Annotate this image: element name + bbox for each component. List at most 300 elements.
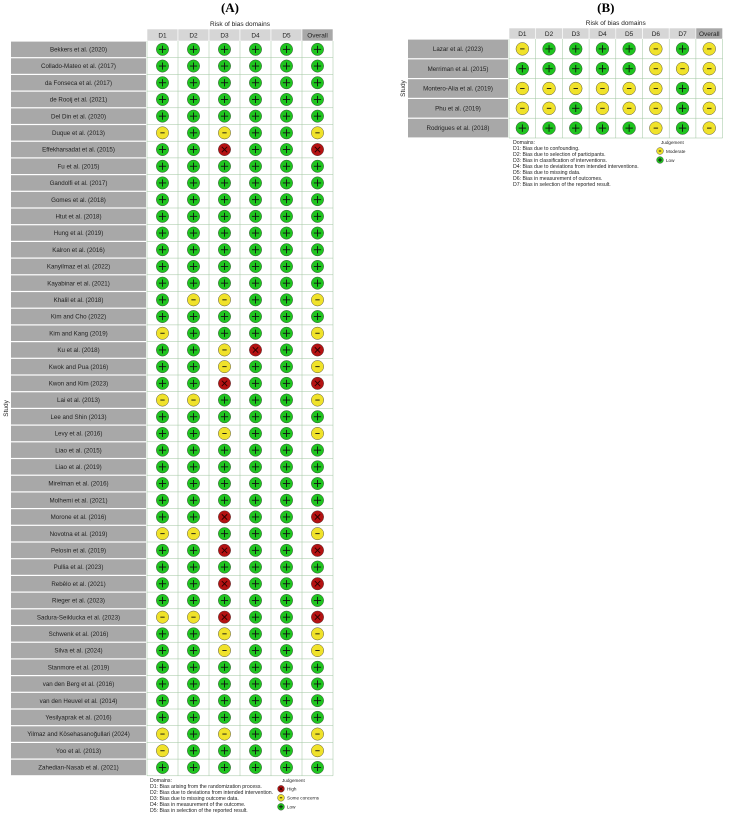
judgement-mark xyxy=(280,93,292,105)
study-name: Rieger et al. (2023) xyxy=(52,597,105,605)
judgement-mark xyxy=(249,277,261,289)
judgement-mark xyxy=(218,143,230,155)
judgement-mark xyxy=(649,122,662,135)
judgement-mark xyxy=(187,427,199,439)
judgement-mark xyxy=(187,43,199,55)
judgement-mark xyxy=(187,594,199,606)
judgement-mark xyxy=(280,411,292,423)
judgement-mark xyxy=(187,561,199,573)
judgement-title: Judgement xyxy=(282,777,305,783)
judgement-mark xyxy=(280,678,292,690)
y-axis-label: Study xyxy=(400,80,407,97)
judgement-mark xyxy=(516,62,529,75)
judgement-mark xyxy=(311,511,323,523)
judgement-mark xyxy=(311,127,323,139)
judgement-mark xyxy=(156,60,168,72)
judgement-mark xyxy=(249,644,261,656)
judgement-mark xyxy=(249,127,261,139)
judgement-mark xyxy=(311,377,323,389)
judgement-mark xyxy=(187,477,199,489)
judgement-mark xyxy=(311,227,323,239)
judgement-mark xyxy=(187,728,199,740)
study-name: Rebêlo et al. (2021) xyxy=(51,580,106,588)
judgement-mark xyxy=(280,578,292,590)
judgement-mark xyxy=(280,327,292,339)
judgement-mark xyxy=(187,344,199,356)
judgement-mark xyxy=(218,411,230,423)
judgement-mark xyxy=(249,77,261,89)
judgement-mark xyxy=(596,102,609,115)
judgement-mark xyxy=(280,177,292,189)
judgement-mark xyxy=(156,728,168,740)
legend-item xyxy=(278,785,297,792)
domain-description: D4: Bias in measurement of the outcome. xyxy=(150,801,246,808)
judgement-mark xyxy=(187,77,199,89)
judgement-mark xyxy=(280,143,292,155)
judgement-mark xyxy=(311,494,323,506)
judgement-mark xyxy=(311,143,323,155)
study-name: Rodrigues et al. (2018) xyxy=(426,125,490,133)
judgement-mark xyxy=(218,461,230,473)
judgement-mark xyxy=(156,177,168,189)
study-name: Del Din et al. (2020) xyxy=(50,113,107,121)
judgement-mark xyxy=(249,461,261,473)
judgement-mark xyxy=(187,327,199,339)
study-name: Pelosin et al. (2019) xyxy=(50,547,107,555)
panel-label: (B) xyxy=(597,0,615,15)
domain-description: D7: Bias in selection of the reported result. xyxy=(513,182,611,188)
judgement-mark xyxy=(187,544,199,556)
column-header: D3 xyxy=(220,32,229,40)
judgement-mark xyxy=(676,62,689,75)
judgement-mark xyxy=(249,444,261,456)
judgement-mark xyxy=(516,122,529,135)
judgement-mark xyxy=(249,561,261,573)
judgement-mark xyxy=(249,761,261,773)
judgement-mark xyxy=(676,122,689,135)
study-name: van den Berg et al. (2016) xyxy=(42,681,115,689)
domain-description: D2: Bias due to selection of participants. xyxy=(513,152,606,158)
judgement-mark xyxy=(311,294,323,306)
study-name: Kalron et al. (2016) xyxy=(52,246,105,254)
column-header: D5 xyxy=(624,30,634,38)
y-axis-label: Study xyxy=(3,400,10,417)
judgement-mark xyxy=(156,511,168,523)
judgement-mark xyxy=(543,102,556,115)
study-name: Bekkers et al. (2020) xyxy=(49,46,108,54)
column-header: D4 xyxy=(598,30,607,38)
judgement-mark xyxy=(218,711,230,723)
judgement-mark xyxy=(596,82,609,95)
judgement-mark xyxy=(249,43,261,55)
judgement-mark xyxy=(218,527,230,539)
judgement-mark xyxy=(569,122,582,135)
judgement-mark xyxy=(218,444,230,456)
judgement-mark xyxy=(187,661,199,673)
judgement-mark xyxy=(218,77,230,89)
judgement-mark xyxy=(649,82,662,95)
judgement-mark xyxy=(218,160,230,172)
judgement-mark xyxy=(249,227,261,239)
judgement-mark xyxy=(156,678,168,690)
domain-description: D3: Bias due to missing outcome data. xyxy=(150,795,239,802)
judgement-mark xyxy=(187,461,199,473)
judgement-mark xyxy=(218,561,230,573)
judgement-mark xyxy=(218,294,230,306)
judgement-mark xyxy=(249,544,261,556)
judgement-mark xyxy=(649,62,662,75)
judgement-mark xyxy=(623,43,636,56)
judgement-mark xyxy=(156,377,168,389)
judgement-mark xyxy=(249,678,261,690)
judgement-mark xyxy=(280,360,292,372)
judgement-mark xyxy=(218,244,230,256)
column-header: D3 xyxy=(571,30,580,38)
study-name: Stanmore et al. (2019) xyxy=(47,664,110,672)
judgement-mark xyxy=(280,127,292,139)
panel-b xyxy=(400,0,723,188)
study-name: Khalil et al. (2018) xyxy=(53,296,104,304)
judgement-mark xyxy=(249,527,261,539)
panel-label: (A) xyxy=(220,0,240,15)
judgement-mark xyxy=(280,43,292,55)
study-name: Levy et al. (2016) xyxy=(54,430,103,438)
study-name: Duque et al. (2013) xyxy=(52,129,105,137)
judgement-mark xyxy=(280,594,292,606)
judgement-mark xyxy=(218,578,230,590)
panel-a xyxy=(3,0,333,814)
judgement-mark xyxy=(249,661,261,673)
judgement-mark xyxy=(516,43,529,56)
judgement-mark xyxy=(543,82,556,95)
judgement-mark xyxy=(156,93,168,105)
judgement-mark xyxy=(218,427,230,439)
judgement-mark xyxy=(249,628,261,640)
judgement-mark xyxy=(703,102,716,115)
judgement-mark xyxy=(311,177,323,189)
judgement-mark xyxy=(218,327,230,339)
judgement-mark xyxy=(311,244,323,256)
judgement-mark xyxy=(187,527,199,539)
judgement-mark xyxy=(569,43,582,56)
judgement-mark xyxy=(187,294,199,306)
judgement-mark xyxy=(156,310,168,322)
study-name: Zahedian-Nasab et al. (2021) xyxy=(38,764,119,772)
study-name: Effekharsadat et al. (2015) xyxy=(42,146,115,154)
judgement-mark xyxy=(218,360,230,372)
judgement-mark xyxy=(311,277,323,289)
judgement-mark xyxy=(311,527,323,539)
legend-label: High xyxy=(287,786,297,792)
study-name: Kim and Kang (2019) xyxy=(49,330,108,338)
study-name: Lee and Shin (2013) xyxy=(50,413,107,421)
judgement-mark xyxy=(249,578,261,590)
judgement-mark xyxy=(676,102,689,115)
legend-label: Low xyxy=(666,157,675,163)
study-name: Liao et al. (2019) xyxy=(55,463,102,471)
judgement-mark xyxy=(187,394,199,406)
judgement-mark xyxy=(543,62,556,75)
study-name: Mirelman et al. (2016) xyxy=(48,480,109,488)
judgement-mark xyxy=(156,444,168,456)
judgement-mark xyxy=(311,444,323,456)
judgement-mark xyxy=(311,210,323,222)
judgement-mark xyxy=(156,427,168,439)
judgement-mark xyxy=(280,477,292,489)
judgement-mark xyxy=(156,227,168,239)
judgement-mark xyxy=(218,644,230,656)
legend-item xyxy=(278,794,320,801)
judgement-mark xyxy=(249,377,261,389)
judgement-mark xyxy=(311,694,323,706)
judgement-mark xyxy=(218,728,230,740)
judgement-mark xyxy=(311,544,323,556)
judgement-mark xyxy=(156,143,168,155)
study-name: Pullia et al. (2023) xyxy=(53,564,104,572)
judgement-mark xyxy=(218,60,230,72)
judgement-mark xyxy=(311,678,323,690)
judgement-mark xyxy=(156,561,168,573)
study-name: Silva et al. (2024) xyxy=(54,647,103,655)
judgement-mark xyxy=(249,260,261,272)
domains-title: Risk of bias domains xyxy=(585,20,646,27)
judgement-mark xyxy=(311,411,323,423)
domain-description: D1: Bias arising from the randomization process. xyxy=(150,783,262,790)
judgement-mark xyxy=(218,611,230,623)
judgement-mark xyxy=(596,122,609,135)
judgement-mark xyxy=(311,43,323,55)
judgement-mark xyxy=(187,578,199,590)
judgement-mark xyxy=(311,344,323,356)
judgement-mark xyxy=(156,527,168,539)
judgement-mark xyxy=(280,611,292,623)
judgement-mark xyxy=(187,711,199,723)
judgement-mark xyxy=(156,160,168,172)
judgement-mark xyxy=(311,461,323,473)
judgement-mark xyxy=(187,210,199,222)
judgement-mark xyxy=(703,122,716,135)
judgement-mark xyxy=(218,477,230,489)
judgement-mark xyxy=(703,62,716,75)
judgement-mark xyxy=(280,193,292,205)
judgement-mark xyxy=(156,77,168,89)
judgement-mark xyxy=(218,277,230,289)
judgement-mark xyxy=(187,377,199,389)
judgement-mark xyxy=(280,494,292,506)
domains-key-title: Domains: xyxy=(513,140,535,146)
judgement-mark xyxy=(156,277,168,289)
judgement-mark xyxy=(311,60,323,72)
judgement-mark xyxy=(311,477,323,489)
judgement-mark xyxy=(249,594,261,606)
judgement-mark xyxy=(280,60,292,72)
judgement-mark xyxy=(280,544,292,556)
judgement-mark xyxy=(311,644,323,656)
study-name: Kayabinar et al. (2021) xyxy=(47,280,110,288)
judgement-mark xyxy=(280,260,292,272)
column-header: D5 xyxy=(282,32,291,40)
judgement-mark xyxy=(187,611,199,623)
judgement-mark xyxy=(218,127,230,139)
judgement-mark xyxy=(311,628,323,640)
judgement-mark xyxy=(187,360,199,372)
column-header: Overall xyxy=(307,32,328,40)
domain-description: D5: Bias in selection of the reported result. xyxy=(150,807,248,814)
judgement-mark xyxy=(280,761,292,773)
judgement-mark xyxy=(249,210,261,222)
judgement-mark xyxy=(187,494,199,506)
judgement-mark xyxy=(187,110,199,122)
judgement-mark xyxy=(280,210,292,222)
study-name: Kanyilmaz et al. (2022) xyxy=(46,263,111,271)
legend-label: Moderate xyxy=(666,148,686,154)
judgement-mark xyxy=(311,661,323,673)
judgement-mark xyxy=(156,477,168,489)
judgement-mark xyxy=(311,745,323,757)
judgement-mark xyxy=(218,260,230,272)
study-name: Htut et al. (2018) xyxy=(55,213,102,221)
judgement-mark xyxy=(249,160,261,172)
judgement-mark xyxy=(311,77,323,89)
judgement-mark xyxy=(187,628,199,640)
judgement-mark xyxy=(311,394,323,406)
legend-item xyxy=(657,148,686,155)
study-name: Gandolfi et al. (2017) xyxy=(49,180,108,188)
study-name: Lazar et al. (2023) xyxy=(432,46,484,53)
judgement-mark xyxy=(569,82,582,95)
study-name: Gomes et al. (2018) xyxy=(51,196,106,204)
study-name: Yilmaz and Kösehasanoğullari (2024) xyxy=(27,731,130,739)
judgement-mark xyxy=(249,477,261,489)
domain-description: D6: Bias in measurement of outcomes. xyxy=(513,176,603,182)
judgement-mark xyxy=(280,511,292,523)
judgement-mark xyxy=(249,93,261,105)
judgement-mark xyxy=(156,344,168,356)
judgement-mark xyxy=(311,260,323,272)
judgement-mark xyxy=(280,77,292,89)
judgement-mark xyxy=(218,761,230,773)
judgement-mark xyxy=(249,745,261,757)
judgement-mark xyxy=(596,62,609,75)
judgement-mark xyxy=(156,110,168,122)
judgement-mark xyxy=(280,344,292,356)
domain-description: D4: Bias due to deviations from intended interventions. xyxy=(513,164,639,170)
judgement-mark xyxy=(218,678,230,690)
judgement-mark xyxy=(249,427,261,439)
judgement-mark xyxy=(249,411,261,423)
judgement-mark xyxy=(187,160,199,172)
judgement-mark xyxy=(218,43,230,55)
column-header: D1 xyxy=(518,30,527,38)
judgement-mark xyxy=(280,628,292,640)
judgement-mark xyxy=(218,344,230,356)
judgement-mark xyxy=(187,745,199,757)
judgement-mark xyxy=(156,260,168,272)
judgement-mark xyxy=(187,143,199,155)
study-name: Hung et al. (2019) xyxy=(53,230,104,238)
judgement-mark xyxy=(280,427,292,439)
study-name: de Rooij et al. (2021) xyxy=(49,96,108,104)
judgement-mark xyxy=(187,260,199,272)
judgement-mark xyxy=(187,310,199,322)
judgement-mark xyxy=(596,43,609,56)
judgement-mark xyxy=(703,43,716,56)
judgement-mark xyxy=(676,82,689,95)
legend-label: Some concerns xyxy=(287,795,319,801)
judgement-mark xyxy=(623,62,636,75)
judgement-mark xyxy=(156,294,168,306)
study-name: Merriman et al. (2015) xyxy=(427,65,489,73)
study-name: Fu et al. (2015) xyxy=(57,163,100,171)
domain-description: D3: Bias in classification of interventions. xyxy=(513,158,607,164)
domain-description: D1: Bias due to confounding. xyxy=(513,146,580,152)
judgement-mark xyxy=(311,594,323,606)
judgement-mark xyxy=(280,227,292,239)
judgement-mark xyxy=(187,694,199,706)
judgement-mark xyxy=(249,193,261,205)
judgement-mark xyxy=(280,527,292,539)
judgement-mark xyxy=(311,427,323,439)
judgement-mark xyxy=(280,310,292,322)
judgement-mark xyxy=(311,761,323,773)
judgement-mark xyxy=(249,310,261,322)
legend-label: Low xyxy=(287,804,296,810)
judgement-mark xyxy=(249,344,261,356)
domains-key-title: Domains: xyxy=(150,777,172,784)
judgement-mark xyxy=(218,210,230,222)
judgement-mark xyxy=(187,761,199,773)
judgement-mark xyxy=(218,494,230,506)
judgement-mark xyxy=(187,244,199,256)
judgement-mark xyxy=(218,177,230,189)
judgement-mark xyxy=(280,110,292,122)
judgement-mark xyxy=(218,661,230,673)
judgement-mark xyxy=(156,127,168,139)
judgement-mark xyxy=(249,494,261,506)
judgement-mark xyxy=(187,60,199,72)
judgement-mark xyxy=(156,461,168,473)
judgement-mark xyxy=(187,177,199,189)
legend-item xyxy=(278,803,297,810)
judgement-mark xyxy=(156,394,168,406)
study-name: Schwenk et al. (2016) xyxy=(48,630,109,638)
judgement-mark xyxy=(187,127,199,139)
study-name: Phu et al. (2019) xyxy=(435,105,481,113)
judgement-mark xyxy=(218,745,230,757)
judgement-mark xyxy=(187,411,199,423)
judgement-mark xyxy=(218,594,230,606)
judgement-mark xyxy=(280,661,292,673)
column-header: D2 xyxy=(544,30,554,38)
judgement-mark xyxy=(218,193,230,205)
judgement-mark xyxy=(623,122,636,135)
judgement-mark xyxy=(280,277,292,289)
judgement-mark xyxy=(311,93,323,105)
judgement-mark xyxy=(187,227,199,239)
column-header: D6 xyxy=(651,30,661,38)
judgement-mark xyxy=(311,160,323,172)
study-name: Ku et al. (2018) xyxy=(57,347,100,355)
judgement-mark xyxy=(280,694,292,706)
judgement-mark xyxy=(280,561,292,573)
judgement-mark xyxy=(187,193,199,205)
judgement-mark xyxy=(249,244,261,256)
study-name: Morone et al. (2016) xyxy=(50,514,107,522)
judgement-mark xyxy=(280,294,292,306)
judgement-mark xyxy=(187,511,199,523)
study-name: da Fonseca et al. (2017) xyxy=(44,79,113,87)
judgement-mark xyxy=(311,327,323,339)
